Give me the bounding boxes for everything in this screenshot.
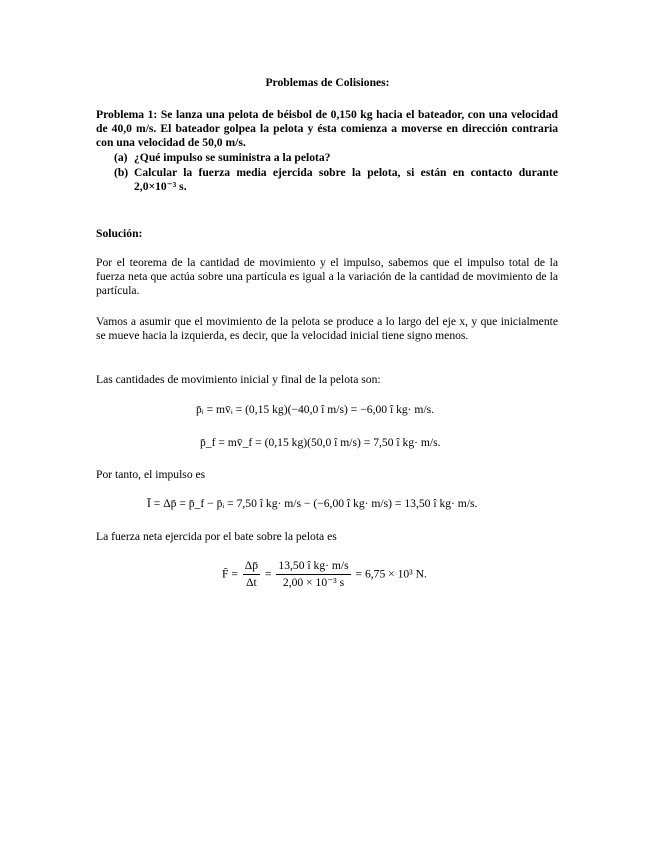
solution-paragraph-2: Vamos a asumir que el movimiento de la pelota se produce a lo largo del eje x, y que inicialmente se mueve hacia la izquierda, es decir, que la velocidad inicial tiene signo menos. — [96, 315, 558, 343]
equation-final-momentum: p̄_f = mv̄_f = (0,15 kg)(50,0 î m/s) = 7,50 î kg· m/s. — [200, 436, 441, 449]
solution-paragraph-1: Por el teorema de la cantidad de movimiento y el impulso, sabemos que el impulso total de la fuerza neta que actúa sobre una partícula es igual a la variación de la cantidad de movimiento de la partícula. — [96, 256, 558, 298]
problem-statement: Problema 1: Se lanza una pelota de béisbol de 0,150 kg hacia el bateador, con una velocidad de 40,0 m/s. El bateador golpea la pelota y ésta comienza a moverse en dirección contraria con una velocidad de 50,0 m/s. — [96, 108, 558, 150]
solution-paragraph-5: La fuerza neta ejercida por el bate sobre la pelota es — [96, 530, 337, 543]
fraction-numerator: 13,50 î kg· m/s — [276, 559, 350, 575]
problem-item-b — [114, 166, 558, 194]
item-text: Calcular la fuerza media ejercida sobre la pelota, si están en contacto durante 2,0×10⁻³ s. — [134, 166, 558, 194]
fraction-impulse-over-time — [276, 559, 350, 590]
force-result: = 6,75 × 10³ N. — [355, 567, 427, 581]
solution-paragraph-4: Por tanto, el impulso es — [96, 468, 206, 481]
solution-heading: Solución: — [96, 227, 143, 240]
solution-paragraph-3: Las cantidades de movimiento inicial y final de la pelota son: — [96, 373, 381, 386]
equation-impulse: Ī = Δp̄ = p̄_f − p̄ᵢ = 7,50 î kg· m/s − (−6,00 î kg· m/s) = 13,50 î kg· m/s. — [147, 497, 478, 510]
problem-item-a — [114, 151, 558, 165]
item-label: (a) — [114, 151, 128, 164]
fraction-denominator: 2,00 × 10⁻³ s — [282, 576, 345, 590]
item-text: ¿Qué impulso se suministra a la pelota? — [134, 151, 331, 164]
equation-average-force — [222, 559, 427, 590]
fraction-denominator: Δt — [246, 576, 257, 590]
equation-initial-momentum: p̄ᵢ = mv̄ᵢ = (0,15 kg)(−40,0 î m/s) = −6,00 î kg· m/s. — [196, 403, 435, 416]
fraction-numerator: Δp̄ — [243, 559, 260, 575]
fraction-delta-p-over-delta-t — [243, 559, 260, 590]
item-label: (b) — [114, 166, 129, 179]
page-title: Problemas de Colisiones: — [265, 76, 390, 89]
equals-sign: = — [264, 567, 272, 581]
force-lhs: F̄ = — [222, 567, 238, 581]
